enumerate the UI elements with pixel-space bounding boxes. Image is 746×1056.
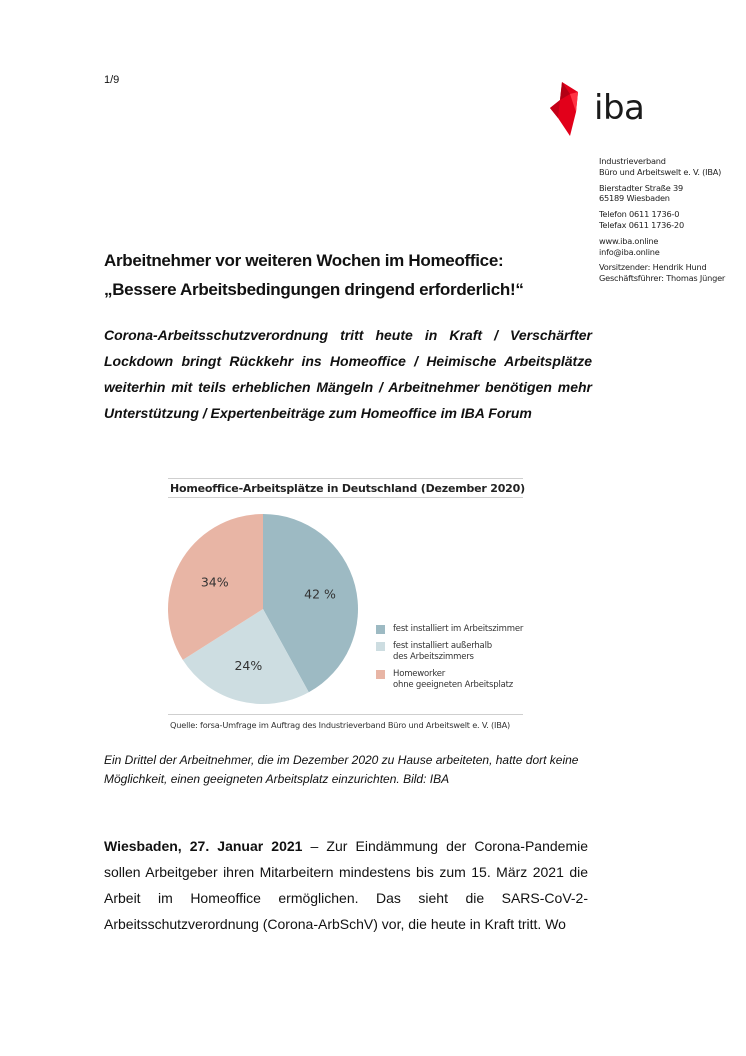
chart-source: Quelle: forsa-Umfrage im Auftrag des Industrieverband Büro und Arbeitswelt e. V. (IBA) bbox=[170, 720, 511, 730]
image-caption: Ein Drittel der Arbeitnehmer, die im Dezember 2020 zu Hause arbeiteten, hatte dort keine Möglichkeit, einen geeigneten Arbeitsplatz einzurichten. Bild: IBA bbox=[104, 753, 579, 786]
legend-swatch bbox=[376, 625, 385, 634]
legend-swatch bbox=[376, 670, 385, 679]
headline-line-1: Arbeitnehmer vor weiteren Wochen im Homeoffice: bbox=[104, 251, 504, 270]
org-name: Industrieverband bbox=[599, 156, 666, 166]
pie-slice-label-1: 42 % bbox=[304, 586, 336, 602]
pie-slice-label-2: 24% bbox=[234, 658, 263, 674]
headline-line-2: „Bessere Arbeitsbedingungen dringend erforderlich!“ bbox=[104, 280, 524, 299]
legend-label: fest installiert im Arbeitszimmer bbox=[393, 624, 524, 634]
ceo: Geschäftsführer: Thomas Jünger bbox=[599, 273, 726, 284]
street: Bierstadter Straße 39 bbox=[599, 182, 684, 193]
legend-label: Homeworker ohne geeigneten Arbeitsplatz bbox=[393, 669, 514, 690]
body-paragraph: – Zur Eindämmung der Corona-Pandemie sollen Arbeitgeber ihren Mitarbeitern mindestens bis zum 15. März 2021 die Arbeit im Homeoffice ermöglichen. Das sieht die SARS-CoV-2-Arbeitsschutzverordnung (Corona-ArbSchV) vor, die heute in Kraft tritt. Wo bbox=[104, 838, 589, 932]
subheadline: Corona-Arbeitsschutzverordnung tritt heute in Kraft / Verschärfter Lockdown bringt Rückkehr ins Homeoffice / Heimische Arbeitsplätze weiterhin mit teils erheblichen Mängeln / Arbeitnehmer benötigen mehr Unterstützung / Expertenbeiträge zum Homeoffice im IBA Forum bbox=[104, 327, 592, 421]
org-name-full: Büro und Arbeitswelt e. V. (IBA) bbox=[599, 166, 722, 177]
sender-address bbox=[599, 156, 739, 284]
chart-bottom-rule bbox=[168, 714, 523, 715]
chart-top-rule bbox=[168, 478, 523, 479]
city: 65189 Wiesbaden bbox=[599, 193, 670, 204]
body-text bbox=[104, 833, 588, 937]
page-number: 1/9 bbox=[104, 74, 120, 86]
legend-swatch bbox=[376, 642, 385, 651]
pie-chart bbox=[160, 505, 370, 710]
legend-label: fest installiert außerhalb des Arbeitszimmers bbox=[393, 641, 492, 662]
headline bbox=[104, 246, 524, 304]
chart-title: Homeoffice-Arbeitsplätze in Deutschland (Dezember 2020) bbox=[170, 482, 525, 495]
website-link[interactable]: www.iba.online bbox=[599, 235, 659, 246]
chart-title-rule bbox=[168, 497, 523, 498]
fax: Telefax 0611 1736-20 bbox=[599, 219, 684, 230]
dateline: Wiesbaden, 27. Januar 2021 bbox=[104, 838, 303, 854]
pie-slice-label-3: 34% bbox=[200, 574, 229, 590]
logo-text: iba bbox=[594, 88, 645, 128]
chair: Vorsitzender: Hendrik Hund bbox=[599, 262, 707, 273]
phone: Telefon 0611 1736-0 bbox=[599, 209, 680, 220]
email-link[interactable]: info@iba.online bbox=[599, 246, 660, 257]
